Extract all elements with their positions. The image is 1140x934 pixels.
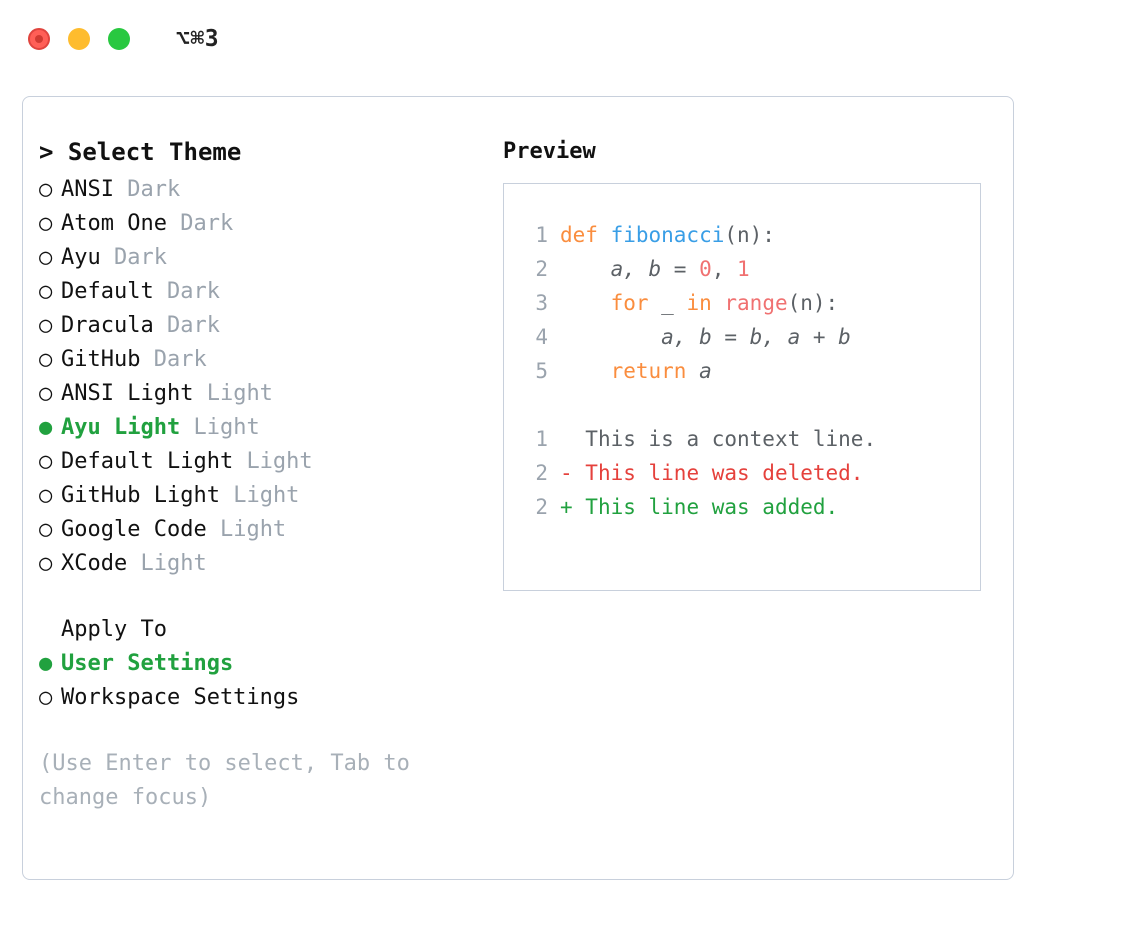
code-token: in (686, 291, 725, 315)
theme-option-github-light[interactable] (39, 479, 485, 513)
theme-name: Ayu (61, 245, 101, 270)
diff-marker: - (560, 461, 586, 485)
diff-marker: + (560, 495, 586, 519)
radio-unselected-icon: ○ (39, 347, 53, 372)
window-shortcut-label: ⌥⌘3 (176, 26, 220, 52)
code-token: a (686, 359, 712, 383)
select-theme-header: > Select Theme (39, 138, 242, 166)
radio-unselected-icon: ○ (39, 685, 53, 710)
line-number: 2 (535, 257, 548, 281)
apply-to-label: Workspace Settings (61, 685, 300, 710)
theme-variant-label: Dark (153, 347, 207, 372)
line-number: 2 (535, 495, 548, 519)
spacer (39, 581, 485, 613)
theme-option-ansi[interactable] (39, 173, 485, 207)
theme-variant-label: Dark (166, 313, 220, 338)
radio-selected-icon: ● (39, 651, 53, 676)
code-token: 1 (737, 257, 750, 281)
diff-text: This is a context line. (585, 427, 877, 451)
radio-unselected-icon: ○ (39, 517, 53, 542)
apply-to-option-workspace-settings[interactable] (39, 681, 485, 715)
line-number: 4 (535, 325, 548, 349)
radio-unselected-icon: ○ (39, 279, 53, 304)
theme-variant-label: Dark (180, 211, 234, 236)
code-line (522, 252, 980, 286)
code-token: (n): (787, 291, 839, 315)
theme-variant-label: Light (140, 551, 207, 576)
diff-line (522, 456, 980, 490)
theme-name: Dracula (61, 313, 154, 338)
code-token: a, b = (560, 257, 700, 281)
keyboard-hint: (Use Enter to select, Tab to change focus) (39, 751, 410, 810)
code-sample (522, 218, 980, 388)
main-panel (22, 96, 1014, 880)
theme-name: ANSI (61, 177, 114, 202)
code-spacer (522, 388, 980, 422)
theme-variant-label: Dark (127, 177, 181, 202)
code-line (522, 286, 980, 320)
theme-option-atom-one[interactable] (39, 207, 485, 241)
theme-option-ansi-light[interactable] (39, 377, 485, 411)
code-token: , (711, 257, 738, 281)
code-token: range (724, 291, 788, 315)
code-token: _ (648, 291, 687, 315)
theme-variant-label: Light (206, 381, 273, 406)
apply-to-header: Apply To (61, 617, 167, 642)
theme-list (39, 173, 485, 581)
code-token: 0 (699, 257, 712, 281)
theme-name: Default (61, 279, 154, 304)
theme-option-default-light[interactable] (39, 445, 485, 479)
theme-option-xcode[interactable] (39, 547, 485, 581)
code-token: return (610, 359, 687, 383)
theme-selector-column (23, 135, 485, 815)
theme-option-google-code[interactable] (39, 513, 485, 547)
radio-unselected-icon: ○ (39, 245, 53, 270)
radio-unselected-icon: ○ (39, 483, 53, 508)
diff-sample (522, 422, 980, 524)
radio-selected-icon: ● (39, 415, 53, 440)
diff-line (522, 422, 980, 456)
code-token: a, b = b, a + b (560, 325, 851, 349)
radio-unselected-icon: ○ (39, 449, 53, 474)
preview-box (503, 183, 981, 591)
minimize-button[interactable] (68, 28, 90, 50)
theme-name: Atom One (61, 211, 167, 236)
theme-variant-label: Light (193, 415, 260, 440)
theme-option-ayu-light[interactable] (39, 411, 485, 445)
theme-name: Default Light (61, 449, 234, 474)
radio-unselected-icon: ○ (39, 177, 53, 202)
apply-to-list (39, 647, 485, 715)
theme-variant-label: Light (233, 483, 300, 508)
diff-marker (560, 427, 585, 451)
theme-variant-label: Dark (166, 279, 220, 304)
zoom-button[interactable] (108, 28, 130, 50)
preview-header: Preview (503, 139, 596, 164)
line-number: 1 (535, 427, 548, 451)
apply-to-label: User Settings (61, 651, 234, 676)
theme-variant-label: Dark (114, 245, 167, 270)
theme-option-dracula[interactable] (39, 309, 485, 343)
code-line (522, 354, 980, 388)
apply-to-option-user-settings[interactable] (39, 647, 485, 681)
code-token: fibonacci (610, 223, 725, 247)
line-number: 5 (535, 359, 548, 383)
line-number: 3 (535, 291, 548, 315)
radio-unselected-icon: ○ (39, 381, 53, 406)
code-token (560, 359, 611, 383)
code-line (522, 320, 980, 354)
theme-name: Google Code (61, 517, 207, 542)
theme-name: Ayu Light (61, 415, 181, 440)
line-number: 2 (535, 461, 548, 485)
title-bar (0, 0, 1140, 78)
radio-unselected-icon: ○ (39, 211, 53, 236)
radio-unselected-icon: ○ (39, 313, 53, 338)
theme-name: GitHub (61, 347, 141, 372)
diff-text: This line was deleted. (585, 461, 864, 485)
theme-option-default[interactable] (39, 275, 485, 309)
theme-option-github[interactable] (39, 343, 485, 377)
diff-line (522, 490, 980, 524)
theme-variant-label: Light (246, 449, 313, 474)
close-button[interactable] (28, 28, 50, 50)
code-token: def (560, 223, 611, 247)
theme-name: ANSI Light (61, 381, 194, 406)
radio-unselected-icon: ○ (39, 551, 53, 576)
code-line (522, 218, 980, 252)
theme-name: GitHub Light (61, 483, 220, 508)
code-token (560, 291, 611, 315)
theme-variant-label: Light (219, 517, 287, 542)
line-number: 1 (535, 223, 548, 247)
preview-column (485, 135, 1013, 815)
theme-option-ayu[interactable] (39, 241, 485, 275)
code-token: (n): (724, 223, 775, 247)
code-token: for (610, 291, 649, 315)
diff-text: This line was added. (585, 495, 839, 519)
theme-name: XCode (61, 551, 128, 576)
